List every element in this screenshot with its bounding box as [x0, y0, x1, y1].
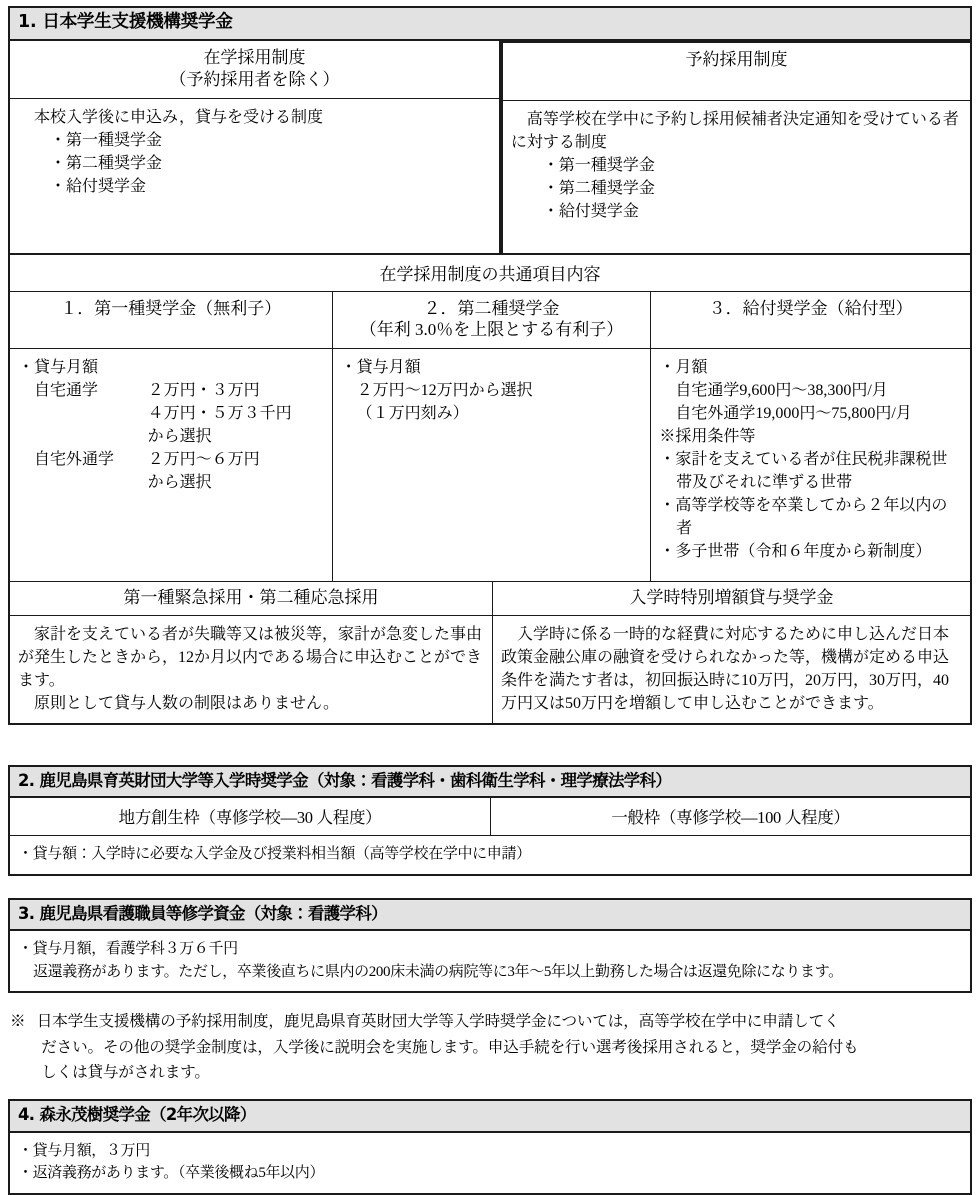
enrollment-adoption-item: ・第二種奨学金	[50, 154, 163, 172]
type-1-commute-value: ４万円・５万３千円	[147, 405, 292, 423]
section-1-title: 1. 日本学生支援機構奨学金	[8, 6, 972, 41]
emergency-header-row	[10, 581, 970, 616]
type-1-body	[10, 349, 332, 581]
footnote	[8, 1007, 972, 1085]
section-4-table	[8, 1133, 972, 1195]
reserved-adoption-heading	[503, 43, 970, 101]
section-3-table	[8, 931, 972, 993]
type-3-bullet: ・月額	[659, 359, 708, 377]
type-1-offcampus-label: 自宅外通学	[34, 451, 115, 469]
type-1-bullet: ・貸与月額	[18, 359, 99, 377]
type-3-header-line1: ３．給付奨学金（給付型）	[708, 298, 913, 318]
type-2-line: （１万円刻み）	[356, 405, 469, 423]
type-3-amount-line: 自宅外通学19,000円～75,800円/月	[675, 405, 912, 423]
type-1-offcampus-value: ２万円～６万円	[147, 451, 260, 469]
section-2-title: 2. 鹿児島県育英財団大学等入学時奨学金（対象：看護学科・歯科衛生学科・理学療法学科）	[8, 765, 972, 798]
type-3-condition: ・家計を支えている者が住民税非課税世帯及びそれに準ずる世帯	[659, 451, 948, 492]
section-3-body-line-1: ・貸与月額，看護学科３万６千円	[18, 941, 238, 958]
enrollment-adoption-lead: 本校入学後に申込み，貸与を受ける制度	[34, 108, 323, 126]
section-3-body	[10, 931, 970, 991]
entrance-extra-loan-header: 入学時特別増額貸与奨学金	[492, 582, 970, 615]
section-2-table	[8, 798, 972, 876]
section-1-top-blocks	[8, 41, 972, 255]
regional-quota-cell: 地方創生枠（専修学校―30 人程度）	[118, 808, 382, 828]
type-2-line: ２万円～12万円から選択	[356, 382, 533, 400]
reserved-adoption-body	[503, 101, 970, 253]
type-1-amount-group	[18, 379, 324, 448]
type-3-amount-line: 自宅通学9,600円～38,300円/月	[675, 382, 888, 400]
section-4-body-line-1: ・貸与月額，３万円	[18, 1142, 150, 1159]
type-2-bullet: ・貸与月額	[340, 359, 421, 377]
reserved-adoption-item: ・第一種奨学金	[542, 156, 655, 174]
emergency-paragraph-2: 原則として貸与人数の制限はありません。	[34, 695, 339, 713]
enrollment-adoption-item: ・第一種奨学金	[50, 131, 163, 149]
type-3-condition: ・高等学校等を卒業してから２年以内の者	[659, 497, 948, 538]
reserved-adoption-item: ・第二種奨学金	[542, 179, 655, 197]
section-4-body	[10, 1133, 970, 1193]
footnote-text-1: 日本学生支援機構の予約採用制度，鹿児島県育英財団大学等入学時奨学金については，高等学校在学中に申請してく	[36, 1013, 840, 1031]
type-1-commute-value: ２万円・３万円	[147, 382, 260, 400]
reserved-adoption-item: ・給付奨学金	[542, 202, 639, 220]
scholarship-type-body-row	[10, 349, 970, 581]
emergency-adoption-body	[10, 616, 492, 723]
scholarship-type-header-row	[10, 292, 970, 350]
enrollment-adoption-body	[10, 99, 499, 251]
reserved-adoption-lead: 高等学校在学中に予約し採用候補者決定通知を受けている者に対する制度	[510, 110, 959, 151]
section-4-title: 4. 森永茂樹奨学金（2年次以降）	[8, 1099, 972, 1132]
type-1-offcampus-values	[148, 448, 324, 494]
footnote-line-1	[10, 1009, 962, 1034]
spacer	[8, 725, 972, 765]
reserved-adoption-block	[501, 41, 972, 255]
footnote-line-2: ださい。その他の奨学金制度は，入学後に説明会を実施します。申込手続を行い選考後採用されると，奨学金の給付も	[41, 1038, 859, 1056]
type-1-commute-values	[148, 379, 324, 448]
enrollment-adoption-block	[8, 41, 501, 255]
entrance-extra-loan-body	[492, 616, 970, 723]
spacer	[8, 993, 972, 1007]
section-2-body	[10, 836, 970, 874]
type-3-header	[651, 292, 970, 349]
type-1-amount-group	[18, 448, 324, 494]
emergency-adoption-header: 第一種緊急採用・第二種応急採用	[123, 588, 379, 608]
emergency-paragraph-1: 家計を支えている者が失職等又は被災等，家計が急変した事由が発生したときから，12か月以内である場合に申込むことができます。	[18, 625, 483, 689]
enrollment-adoption-heading-line2: （予約採用者を除く）	[169, 69, 340, 89]
type-2-header	[332, 292, 652, 349]
entrance-extra-loan-paragraph: 入学時に係る一時的な経費に対応するために申し込んだ日本政策金融公庫の融資を受けられなかった等，機構が定める申込条件を満たす者は，初回振込時に10万円，20万円，30万円，40万円又は50万円を増額して申し込むことができます。	[500, 625, 949, 713]
type-1-header	[10, 292, 332, 349]
spacer	[8, 1085, 972, 1099]
general-quota-cell: 一般枠（専修学校―100 人程度）	[490, 798, 970, 835]
reserved-adoption-heading-line1: 予約採用制度	[685, 49, 788, 69]
type-1-commute-value: から選択	[147, 428, 212, 446]
type-3-condition: ・多子世帯（令和６年度から新制度）	[659, 543, 932, 561]
section-2-quota-row	[10, 798, 970, 836]
enrollment-adoption-heading	[10, 41, 499, 99]
type-1-offcampus-value: から選択	[147, 474, 212, 492]
footnote-line-3: しくは貸与がされます。	[41, 1063, 210, 1081]
section-3-body-line-2: 返還義務があります。ただし，卒業後直ちに県内の200床未満の病院等に3年～5年以上勤務した場合は返還免除になります。	[33, 963, 843, 980]
type-1-commute-label: 自宅通学	[34, 382, 99, 400]
footnote-marker: ※	[10, 1013, 26, 1031]
type-2-header-line2: （年利 3.0％を上限とする有利子）	[359, 320, 624, 340]
section-4-body-line-2: ・返済義務があります。（卒業後概ね5年以内）	[18, 1165, 325, 1182]
common-items-title: 在学採用制度の共通項目内容	[10, 255, 970, 292]
type-3-body	[651, 349, 970, 581]
reserved-adoption-heading-line2	[507, 71, 966, 93]
type-3-condition-header: ※採用条件等	[659, 428, 756, 446]
section-2-body-line: ・貸与額：入学時に必要な入学金及び授業料相当額（高等学校在学中に申請）	[18, 846, 531, 863]
type-1-header-line1: １．第一種奨学金（無利子）	[60, 298, 282, 318]
type-2-header-line1: ２．第二種奨学金	[423, 298, 560, 318]
common-items-table	[8, 253, 972, 725]
enrollment-adoption-heading-line1: 在学採用制度	[203, 47, 306, 67]
enrollment-adoption-item: ・給付奨学金	[50, 177, 147, 195]
type-2-body	[332, 349, 652, 581]
section-3-title: 3. 鹿児島県看護職員等修学資金（対象：看護学科）	[8, 898, 972, 931]
spacer	[8, 876, 972, 898]
emergency-body-row	[10, 616, 970, 723]
